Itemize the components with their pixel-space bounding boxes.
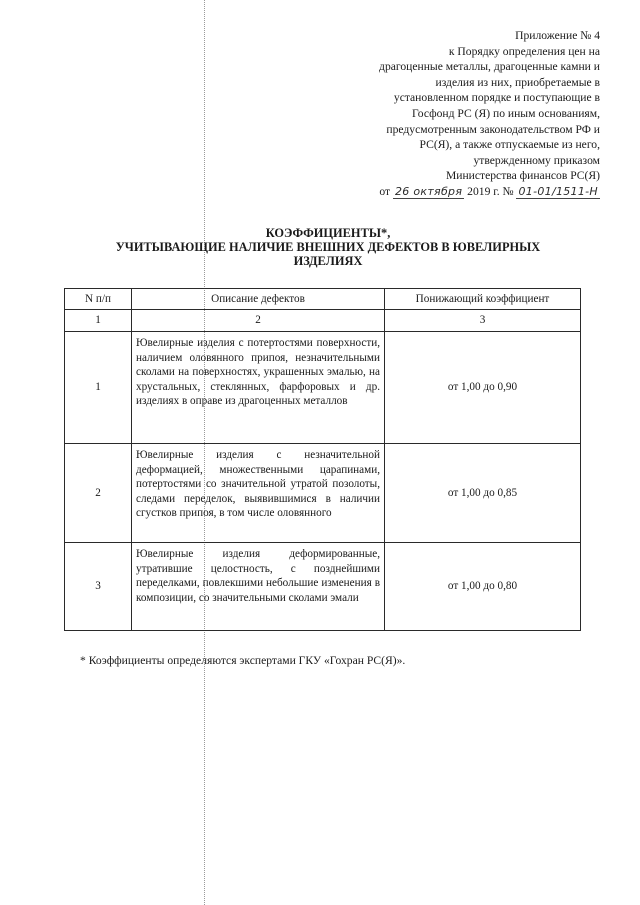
row-coefficient: от 1,00 до 0,90 — [385, 332, 581, 444]
column-number-1: 1 — [65, 310, 132, 332]
title-line-1: КОЭФФИЦИЕНТЫ*, — [265, 226, 391, 240]
appendix-line: установленном порядке и поступающие в — [393, 91, 600, 105]
row-number: 1 — [65, 332, 132, 444]
row-description: Ювелирные изделия с незначительной деформацией, множественными царапинами, потертостями со значительной утратой позолоты, следами переделок, выявившимися в наличии сгустков припоя, в том числе оловянного — [132, 444, 385, 543]
table-row — [65, 444, 581, 543]
header-coefficient: Понижающий коэффициент — [385, 289, 581, 310]
order-number-handwritten: 01-01/1511-Н — [518, 184, 598, 198]
title-line-2: УЧИТЫВАЮЩИЕ НАЛИЧИЕ ВНЕШНИХ ДЕФЕКТОВ В ЮВЕЛИРНЫХ — [115, 240, 541, 254]
column-number-2: 2 — [132, 310, 385, 332]
column-number-3: 3 — [385, 310, 581, 332]
header-description: Описание дефектов — [132, 289, 385, 310]
defects-coefficient-table — [64, 288, 581, 631]
appendix-line: предусмотренным законодательством РФ и — [386, 122, 600, 136]
row-number: 3 — [65, 543, 132, 631]
table-header-row — [65, 289, 581, 310]
order-date-line — [330, 184, 600, 200]
row-description: Ювелирные изделия деформированные, утратившие целостность, с позднейшими переделками, повлекшими небольшие изменения в композиции, со значительными сколами эмали — [132, 543, 385, 631]
order-year-label: 2019 г. № — [467, 184, 514, 198]
table-row — [65, 543, 581, 631]
appendix-line: утвержденному приказом — [473, 153, 600, 167]
appendix-line: к Порядку определения цен на — [448, 44, 600, 58]
row-coefficient: от 1,00 до 0,85 — [385, 444, 581, 543]
header-number: N п/п — [65, 289, 132, 310]
table-row — [65, 332, 581, 444]
document-title — [96, 226, 560, 268]
appendix-line: Госфонд РС (Я) по иным основаниям, — [412, 106, 600, 120]
order-date-handwritten: 26 октября — [394, 184, 463, 198]
row-number: 2 — [65, 444, 132, 543]
appendix-line: изделия из них, приобретаемые в — [435, 75, 600, 89]
appendix-line: РС(Я), а также отпускаемые из него, — [419, 138, 600, 152]
appendix-line: драгоценные металлы, драгоценные камни и — [379, 60, 600, 74]
row-coefficient: от 1,00 до 0,80 — [385, 543, 581, 631]
appendix-line: Приложение № 4 — [515, 29, 600, 42]
footnote: * Коэффициенты определяются экспертами ГКУ «Гохран РС(Я)». — [80, 654, 406, 667]
row-description: Ювелирные изделия с потертостями поверхности, наличием оловянного припоя, незначительными сколами на поверхностях, украшенных эмалью, на хрустальных, стеклянных, фарфоровых и др. изделиях в оправе из драгоценных металлов — [132, 332, 385, 444]
order-date-prefix: от — [379, 184, 391, 198]
title-line-3: ИЗДЕЛИЯХ — [293, 254, 363, 268]
appendix-line: Министерства финансов РС(Я) — [445, 169, 600, 183]
column-numbering-row — [65, 310, 581, 332]
appendix-header — [330, 28, 600, 200]
